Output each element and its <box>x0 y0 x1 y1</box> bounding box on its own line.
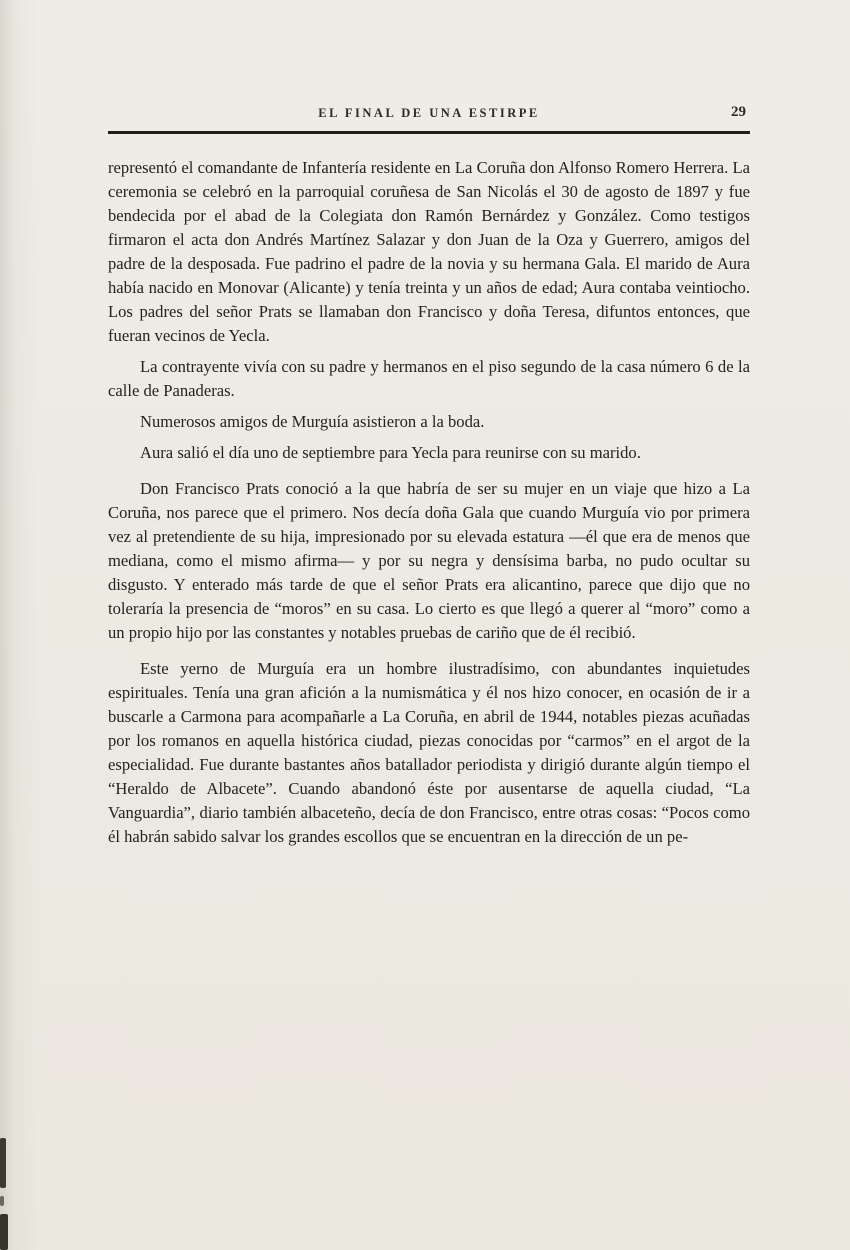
page-number: 29 <box>731 104 746 120</box>
scan-edge-artifact <box>0 1196 4 1206</box>
paragraph: representó el comandante de Infantería residente en La Coruña don Alfonso Romero Herrera. La ceremonia se celebró en la parroquial coruñesa de San Nicolás el 30 de agosto de 1897 y fue bendecida por el abad de la Colegiata don Ramón Bernárdez y González. Como testigos firmaron el acta don Andrés Martínez Salazar y don Juan de la Oza y Guerrero, amigos del padre de la desposada. Fue padrino el padre de la novia y su hermana Gala. El marido de Aura había nacido en Monovar (Alicante) y tenía treinta y un años de edad; Aura contaba veintiocho. Los padres del señor Prats se llamaban don Francisco y doña Teresa, difuntos entonces, que fueran vecinos de Yecla. <box>108 158 750 345</box>
text-column <box>108 106 750 849</box>
paragraph: Este yerno de Murguía era un hombre ilustradísimo, con abundantes inquietudes espirituales. Tenía una gran afición a la numismática y él nos hizo conocer, en ocasión de ir a buscarle a Carmona para acompañarle a La Coruña, en abril de 1944, notables piezas acuñadas por los romanos en aquella histórica ciudad, piezas conocidas por “carmos” en el argot de la especialidad. Fue durante bastantes años batallador periodista y dirigió durante algún tiempo el “Heraldo de Albacete”. Cuando abandonó éste por ausentarse de aquella ciudad, “La Vanguardia”, diario también albaceteño, decía de don Francisco, entre otras cosas: “Pocos como él habrán sabido salvar los grandes escollos que se encuentran en la dirección de un pe- <box>108 659 750 846</box>
header-rule <box>108 131 750 134</box>
page-body <box>108 156 750 849</box>
paragraph: La contrayente vivía con su padre y hermanos en el piso segundo de la casa número 6 de la calle de Panaderas. <box>108 357 750 400</box>
paragraph: Don Francisco Prats conoció a la que habría de ser su mujer en un viaje que hizo a La Coruña, nos parece que el primero. Nos decía doña Gala que cuando Murguía vio por primera vez al pretendiente de su hija, impresionado por su elevada estatura —él que era de menos que mediana, como el mismo afirma— y por su negra y densísima barba, no pudo ocultar su disgusto. Y enterado más tarde de que el señor Prats era alicantino, parece que dijo que no toleraría la presencia de “moros” en su casa. Lo cierto es que llegó a querer al “moro” como a un propio hijo por las constantes y notables pruebas de cariño que de él recibió. <box>108 479 750 642</box>
running-title: EL FINAL DE UNA ESTIRPE <box>318 106 540 120</box>
paragraph: Numerosos amigos de Murguía asistieron a la boda. <box>140 412 485 431</box>
paragraph: Aura salió el día uno de septiembre para Yecla para reunirse con su marido. <box>140 443 641 462</box>
page-header <box>108 106 750 128</box>
scan-edge-artifact <box>0 1138 6 1188</box>
scan-edge-artifact <box>0 1214 8 1250</box>
